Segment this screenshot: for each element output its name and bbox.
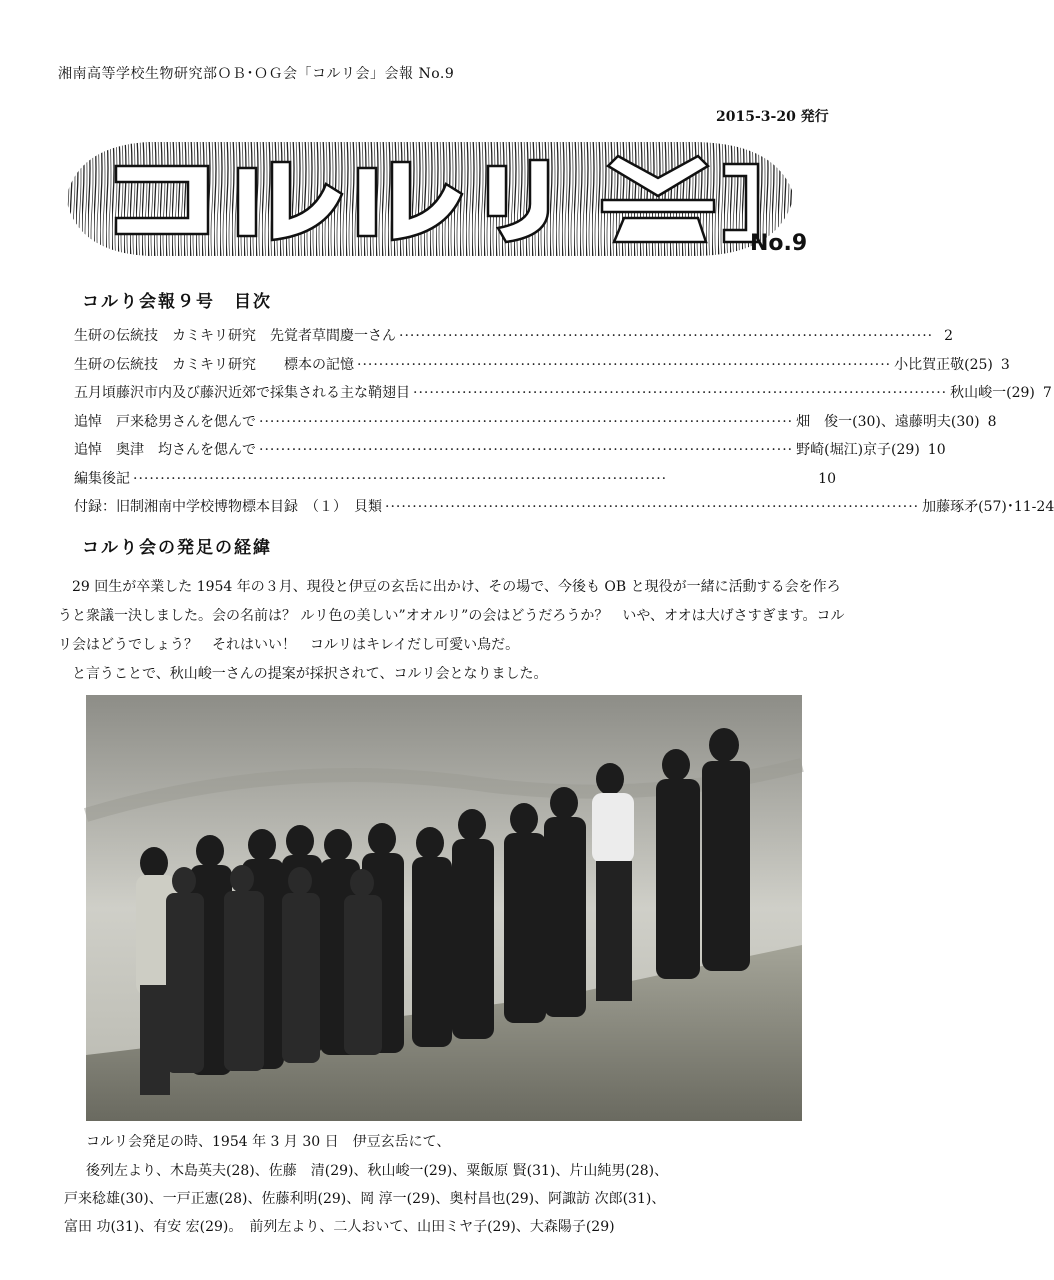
toc-leader-dots: ·································································································· (133, 470, 668, 487)
toc-item-author: 野崎(堀江)京子(29) (796, 442, 920, 458)
toc-item[interactable] (74, 411, 997, 440)
toc-item-author: 小比賀正敬(25) (894, 356, 993, 373)
toc-item-page: 8 (987, 413, 997, 430)
toc-item-author: 畑 俊一(30)、遠藤明夫(30) (796, 413, 980, 430)
photo-caption-line: コルリ会発足の時、1954 年 3 月 30 日 伊豆玄岳にて、 (86, 1134, 451, 1150)
toc-item-author: 加藤琢矛(57)･11-24 (922, 499, 1054, 515)
toc-leader-dots: ·································································································· (413, 385, 948, 401)
origin-section-title: コルり会の発足の経緯 (82, 538, 272, 558)
issue-date: 2015-3-20 発行 (716, 109, 829, 125)
group-photo-image (86, 695, 802, 1121)
table-of-contents (74, 325, 1054, 525)
toc-item-page: 10 (818, 470, 836, 487)
toc-item-title: 編集後記 (74, 470, 130, 487)
photo-caption-line: 富田 功(31)、有安 宏(29)。 前列左より、二人おいて、山田ミヤ子(29)、大森陽子(29) (64, 1219, 615, 1235)
toc-item-title: 追悼 奥津 均さんを偲んで (74, 442, 256, 458)
toc-leader-dots: ·································································································· (259, 413, 794, 430)
toc-item[interactable] (74, 496, 1054, 525)
toc-item-page: 7 (1042, 385, 1052, 401)
toc-item-author: 秋山峻一(29) (950, 385, 1035, 401)
toc-item-title: 生研の伝統技 カミキリ研究 先覚者草間慶一さん (74, 328, 396, 344)
photo-caption-line: 戸来稔雄(30)、一戸正憲(28)、佐藤利明(29)、岡 淳一(29)、奥村昌也(29)、阿諏訪 次郎(31)、 (64, 1191, 666, 1207)
toc-item[interactable] (74, 439, 946, 468)
toc-item-title: 生研の伝統技 カミキリ研究 標本の記憶 (74, 356, 354, 373)
photo-caption-line: 後列左より、木島英夫(28)、佐藤 清(29)、秋山峻一(29)、粟飯原 賢(31)、片山純男(28)、 (86, 1163, 669, 1179)
toc-item[interactable] (74, 468, 836, 497)
newsletter-org-line: 湘南高等学校生物研究部ＯＢ･ＯＧ会「コルリ会」会報 No.9 (58, 66, 455, 82)
toc-item[interactable] (74, 354, 1010, 383)
group-photo (86, 695, 802, 1121)
title-banner (58, 138, 808, 260)
origin-paragraph-2: と言うことで、秋山峻一さんの提案が採択されて、コルリ会となりました。 (72, 666, 548, 682)
banner-number: No.9 (750, 231, 808, 256)
toc-item-title: 五月頃藤沢市内及び藤沢近郊で採集される主な鞘翅目 (74, 385, 410, 401)
toc-leader-dots: ·································································································· (357, 356, 892, 373)
toc-leader-dots: ·································································································· (259, 442, 794, 458)
toc-item-page: 2 (944, 328, 954, 344)
toc-item-page: 3 (1000, 356, 1010, 373)
toc-item-page: 10 (927, 442, 946, 458)
toc-item[interactable] (74, 382, 1052, 411)
toc-item-title: 付録：旧制湘南中学校博物標本目録 （１） 貝類 (74, 499, 382, 515)
toc-leader-dots: ·································································································· (385, 499, 920, 515)
origin-paragraph: 29 回生が卒業した 1954 年の３月、現役と伊豆の玄岳に出かけ、その場で、今後も OB と現役が一緒に活動する会を作ろうと衆議一決しました。会の名前は？ ルリ色の美しい”オオルリ”の会はどうだろうか？ いや、オオは大げさすぎます。コルリ会はどうでしょう？ それはいい！ コルリはキレイだし可愛い鳥だ。 (58, 579, 845, 653)
banner-art (58, 138, 808, 260)
toc-leader-dots: ·································································································· (399, 328, 934, 344)
toc-title: コルり会報９号 目次 (82, 292, 272, 312)
toc-item-title: 追悼 戸来稔男さんを偲んで (74, 413, 256, 430)
toc-item[interactable] (74, 325, 954, 354)
